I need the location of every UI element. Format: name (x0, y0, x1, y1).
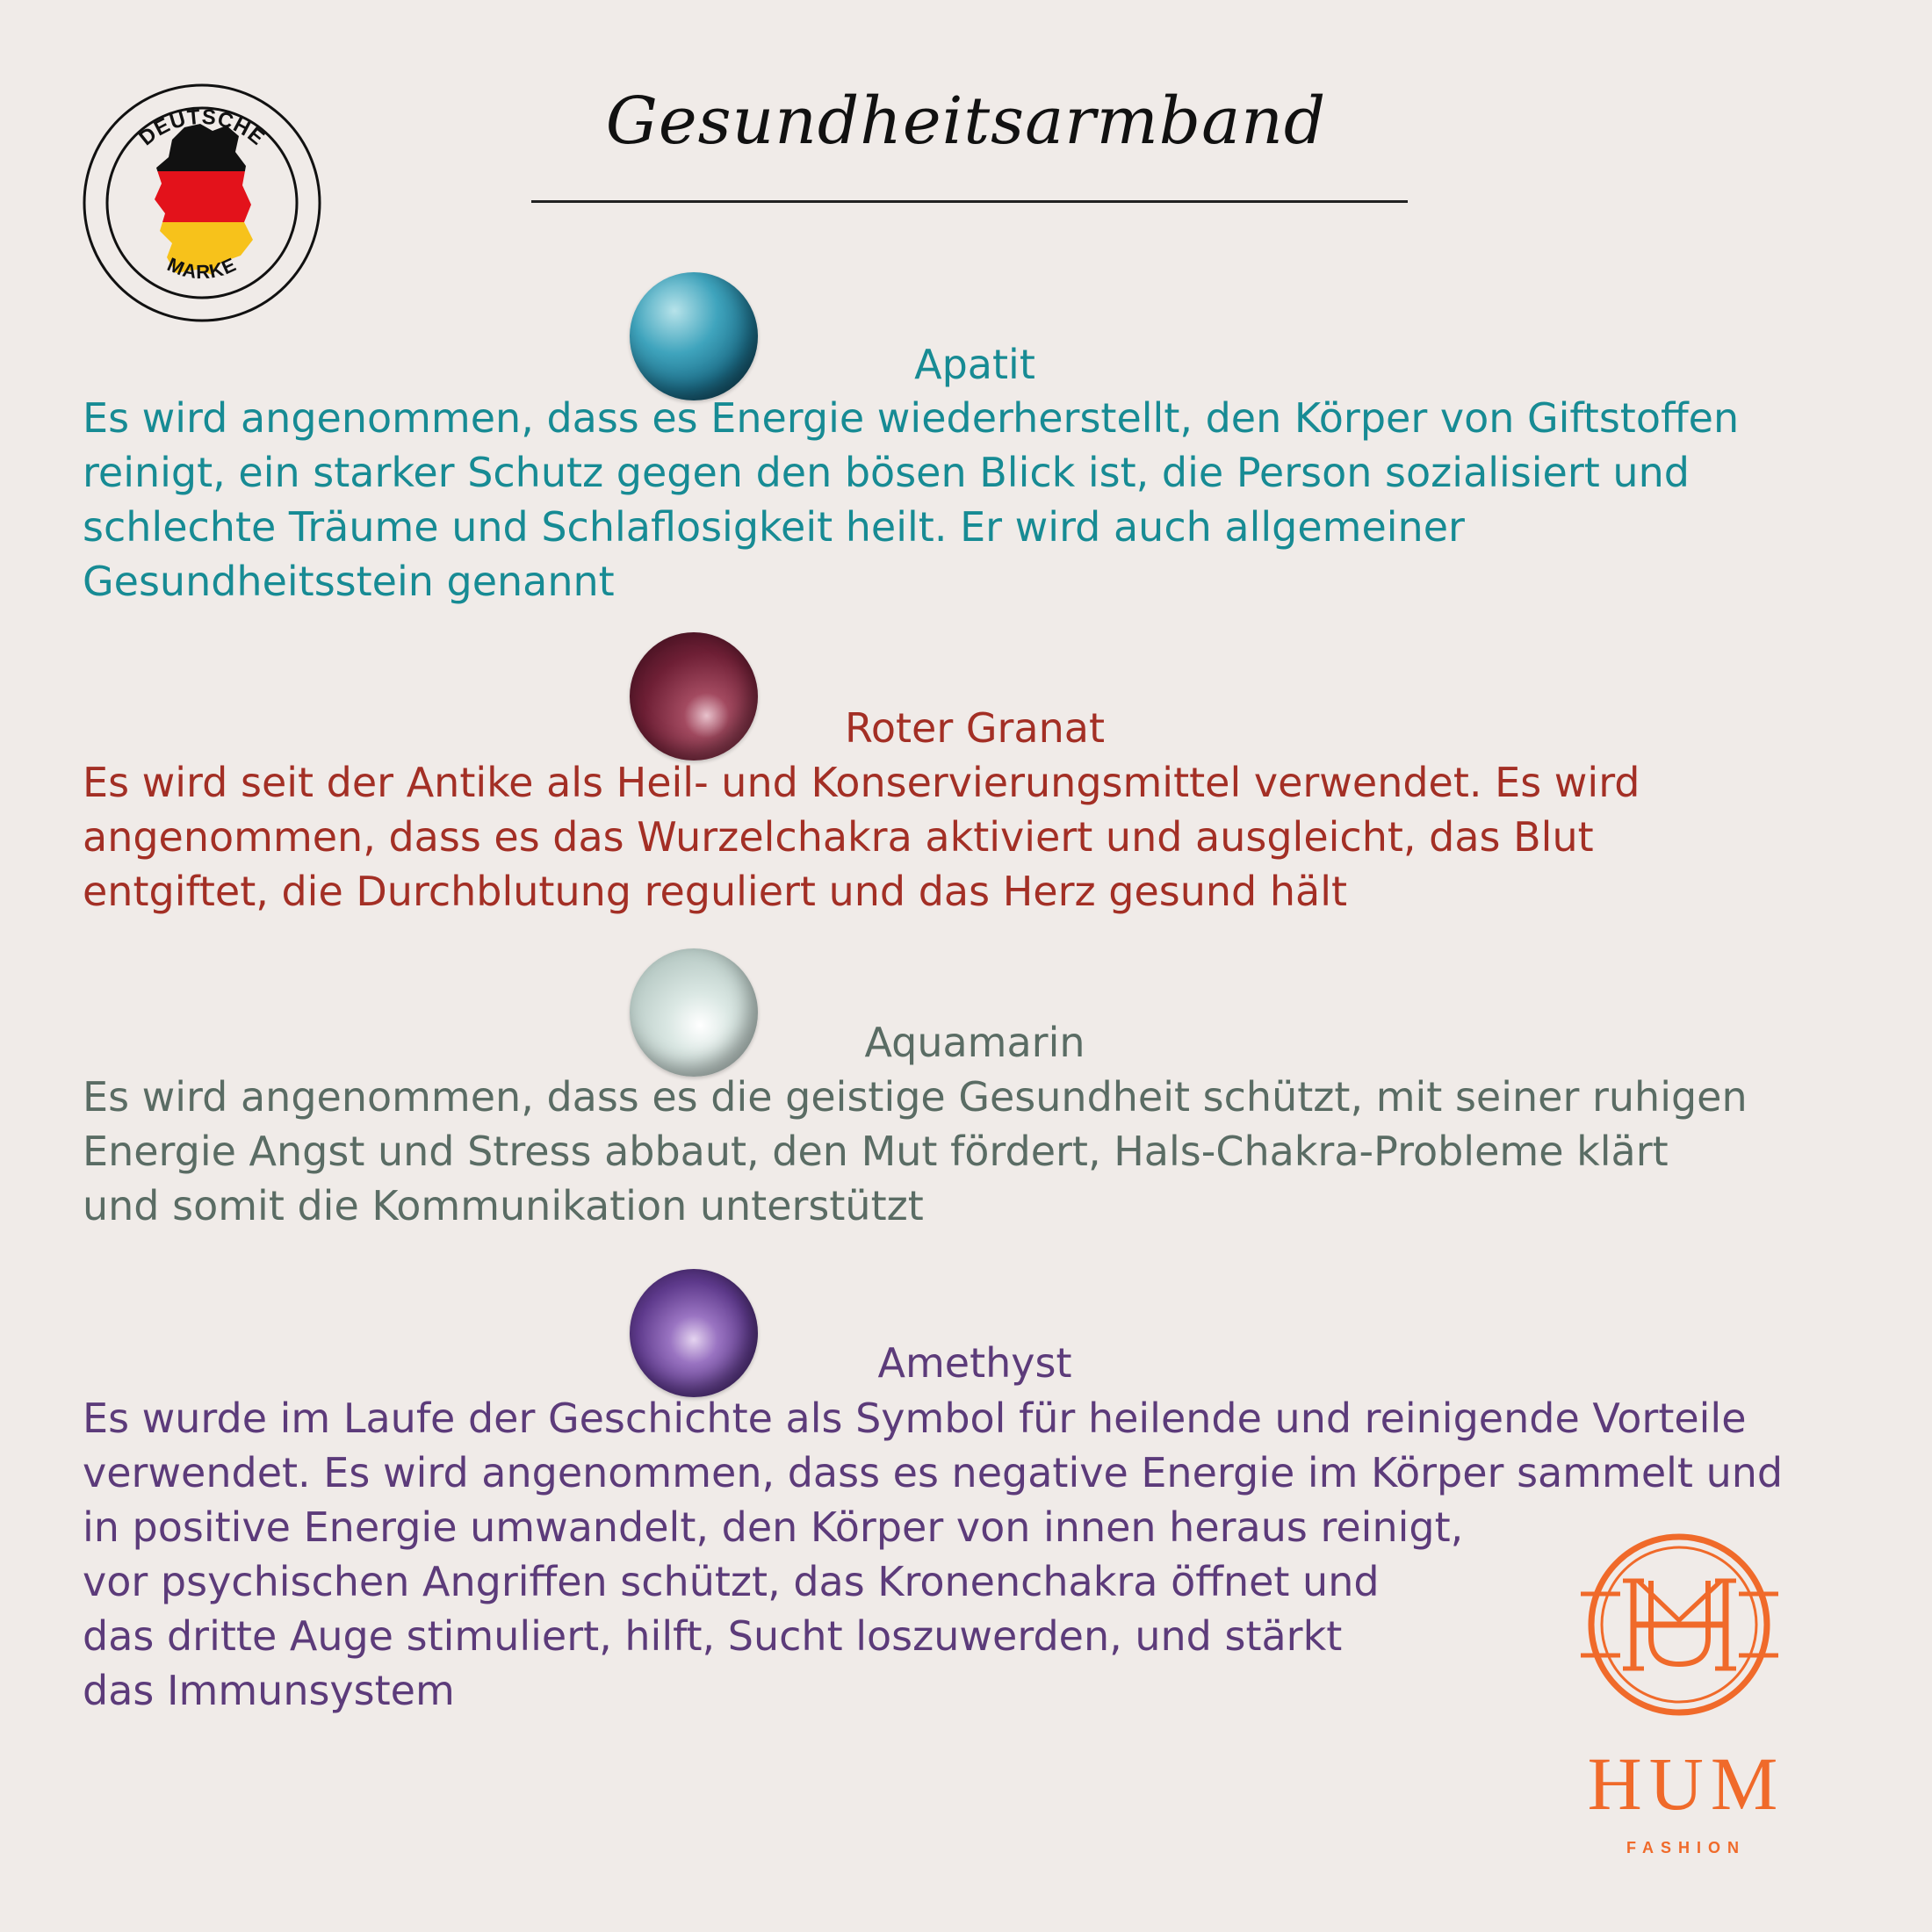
stone-name-amethyst: Amethyst (877, 1339, 1072, 1387)
title-underline (531, 200, 1408, 203)
badge-top-text: DEUTSCHE (134, 105, 270, 151)
page-title: Gesundheitsarmband (605, 83, 1327, 159)
stone-name-aquamarin: Aquamarin (864, 1019, 1085, 1066)
brand-sub: FASHION (1626, 1839, 1747, 1856)
badge-bottom-text: MARKE (163, 253, 241, 284)
deutsche-marke-badge (81, 82, 323, 324)
stone-name-roter-granat: Roter Granat (844, 704, 1106, 752)
stone-desc-apatit: Es wird angenommen, dass es Energie wiederherstellt, den Körper von Giftstoffen reinigt, ein starker Schutz gegen den bösen Blick ist, die Person sozialisiert und schlechte Träume und Schlaflosigkeit heilt. Er wird auch allgemeiner Gesundheitsstein genannt (83, 394, 1740, 605)
stone-desc-roter-granat: Es wird seit der Antike als Heil- und Konservierungsmittel verwendet. Es wird angenommen, dass es das Wurzelchakra aktiviert und ausgleicht, das Blut entgiftet, die Durchblutung reguliert und das Herz gesund hält (83, 759, 1640, 915)
hum-fashion-logo (1528, 1532, 1844, 1875)
germany-flag-map-icon (151, 117, 256, 279)
stone-desc-amethyst: Es wurde im Laufe der Geschichte als Symbol für heilende und reinigende Vorteile verwendet. Es wird angenommen, dass es negative Energie im Körper sammelt und in positive Energie umwandelt, den Körper von innen heraus reinigt, vor psychischen Angriffen schützt, das Kronenchakra öffnet und das dritte Auge stimuliert, hilft, Sucht loszuwerden, und stärkt das Immunsystem (83, 1395, 1784, 1714)
stone-name-apatit: Apatit (914, 341, 1035, 388)
hum-monogram-icon (1581, 1537, 1778, 1712)
brand-name: HUM (1587, 1741, 1785, 1826)
stone-desc-aquamarin: Es wird angenommen, dass es die geistige Gesundheit schützt, mit seiner ruhigen Energie Angst und Stress abbaut, den Mut fördert, Hals-Chakra-Probleme klärt und somit die Kommunikation unterstützt (83, 1073, 1748, 1229)
